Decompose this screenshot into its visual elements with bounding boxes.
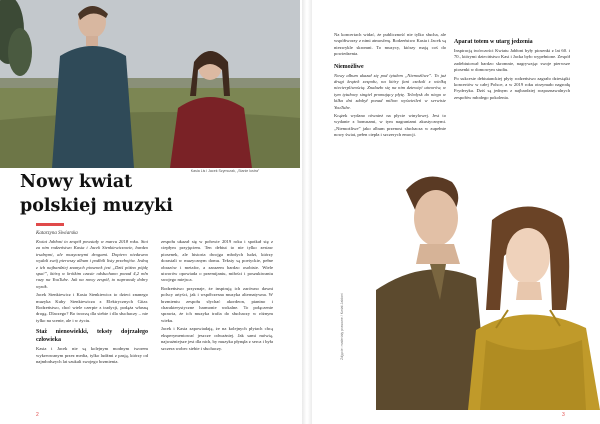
- paragraph: Rodzeństwo przyznaje, że inspirują ich zarówno dawni polscy artyści, jak i współczesna muzyka alternatywna. W brzmieniu zespołu słychać akordeon, pianino i charakterystyczne harmonie wokalne. To połączenie sprawia, że ich muzyka trafia do słuchaczy w różnym wieku.: [161, 285, 273, 323]
- section-heading: Aparat totem w utarg jedzenia: [454, 39, 533, 45]
- text-column-left-2: [161, 239, 273, 404]
- photo-credit: Zdjęcie: materiały prasowe / Kwiat Jabłoni: [340, 293, 344, 360]
- paragraph: Jacek i Kasia zapowiadają, że na kolejnych płytach chcą eksperymentować jeszcze odważniej. Jak sami mówią, najważniejsze jest dla nich, by muzyka płynęła z serca i była szczera wobec siebie i słuchaczy.: [161, 326, 273, 351]
- title-line-1: Nowy kwiat: [20, 172, 133, 192]
- text-column-left-1: [36, 239, 148, 404]
- paragraph: zespołu ukazał się w połowie 2019 roku i spotkał się z ciepłym przyjęciem. Ten debiut to nie tylko zestaw piosenek, ale historia dwojga młodych ludzi, którzy dorastali w muzycznym domu. Teksty są poetyckie, pełne obrazów i metafor, a zarazem bardzo osobiste. Wiele utworów opowiada o przemijaniu, miłości i poszukiwaniu swojego miejsca.: [161, 239, 273, 283]
- page-gutter: [302, 0, 312, 424]
- band-photo-illustration: [0, 0, 300, 168]
- paragraph: Nowy album ukazał się pod tytułem „Niemożliwe”. To już drugi krążek zespołu, na który fani czekali z wielką niecierpliwością. Znalazło się na nim dziewięć utworów, w tym tytułowy singiel promujący płytę. Teledysk do niego w kilka dni zdobył ponad milion wyświetleń w serwisie YouTube.: [334, 72, 446, 110]
- paragraph: Na koncertach widać, że publiczność nie tylko słucha, ale współtworzy z nimi atmosferę. Rodzeństwo Kasia i Jacek są niezwykle skromni. To muzycy, którzy mają coś do powiedzenia.: [334, 32, 446, 57]
- paragraph: Kasia i Jacek nie są kolejnym modnym tworem wykreowanym przez media, tylko ludźmi z pasją, którzy od najmłodszych lat szukali swojego brzmienia.: [36, 346, 148, 365]
- paragraph: Jacek Sienkiewicz i Kasia Sienkiewicz to dzieci znanego muzyka Kuby Sienkiewicza z Elektrycznych Gitar. Rodzeństwo, choć wiele czerpie z tradycji, podąża własną drogą. Dlaczego? Bo tworzą dla siebie i dla słuchaczy – nie tylko na scenie, ale i w życiu.: [36, 292, 148, 323]
- band-portrait-illustration: [376, 160, 600, 410]
- article-title: [20, 170, 210, 218]
- photo-caption: Kasia Lis i Jacek Szymczak, „Stanie lustra”: [190, 169, 260, 173]
- section-heading: Niemożliwe: [334, 63, 364, 70]
- section-heading: Staż nienowiekki, teksty dojrzałego człowieka: [36, 329, 148, 344]
- page-number: 2: [36, 412, 39, 418]
- title-accent-rule: [36, 223, 64, 226]
- right-page: [312, 0, 600, 424]
- text-column-right-2: [454, 38, 570, 158]
- intro-paragraph: Kwiat Jabłoni to zespół powstały w marcu 2018 roku. Stoi za nim rodzeństwo Kasia i Jacek Sienkiewiczowie, bardzo trudnymi, ale muzycznymi drogami. Dopiero niedawno wydali swój pierwszy album i podbili listy przebojów. Jedną z ich najbardziej znanych piosenek jest „Dziś późno pójdę spać”, którą w krótkim czasie odsłuchano ponad 4,2 mln razy na YouTube. Jak na nowy zespół, to naprawdę dobry wynik.: [36, 239, 148, 289]
- page-number: 3: [562, 412, 565, 418]
- author-byline: Katarzyna Siwiarska: [36, 231, 78, 236]
- paragraph: Inspiracją twórczości Kwiatu Jabłoni były piosenki z lat 60. i 70., którymi dzieciństwo Kasi i Jacka było wypełnione. Zespół zadebiutował bardzo skromnie, nagrywając swoje pierwsze piosenki w domowym studiu.: [454, 48, 570, 73]
- title-line-2: polskiej muzyki: [20, 196, 173, 216]
- band-photo-field: [0, 0, 300, 168]
- paragraph: Po sukcesie debiutanckiej płyty rodzeństwo zagrało dziesiątki koncertów w całej Polsce, a w 2019 roku otrzymało nagrodę Fryderyka. Dziś są jednym z najbardziej rozpoznawalnych zespołów młodego pokolenia.: [454, 75, 570, 100]
- paragraph: Krążek wydano również na płycie winylowej. Jest to wydanie z bonusami, w tym nagraniami akustycznymi. „Niemożliwe” jako album przenosi słuchacza w zupełnie nowy świat, pełen ciepła i szczerych emocji.: [334, 113, 446, 138]
- band-portrait-photo: [376, 160, 600, 410]
